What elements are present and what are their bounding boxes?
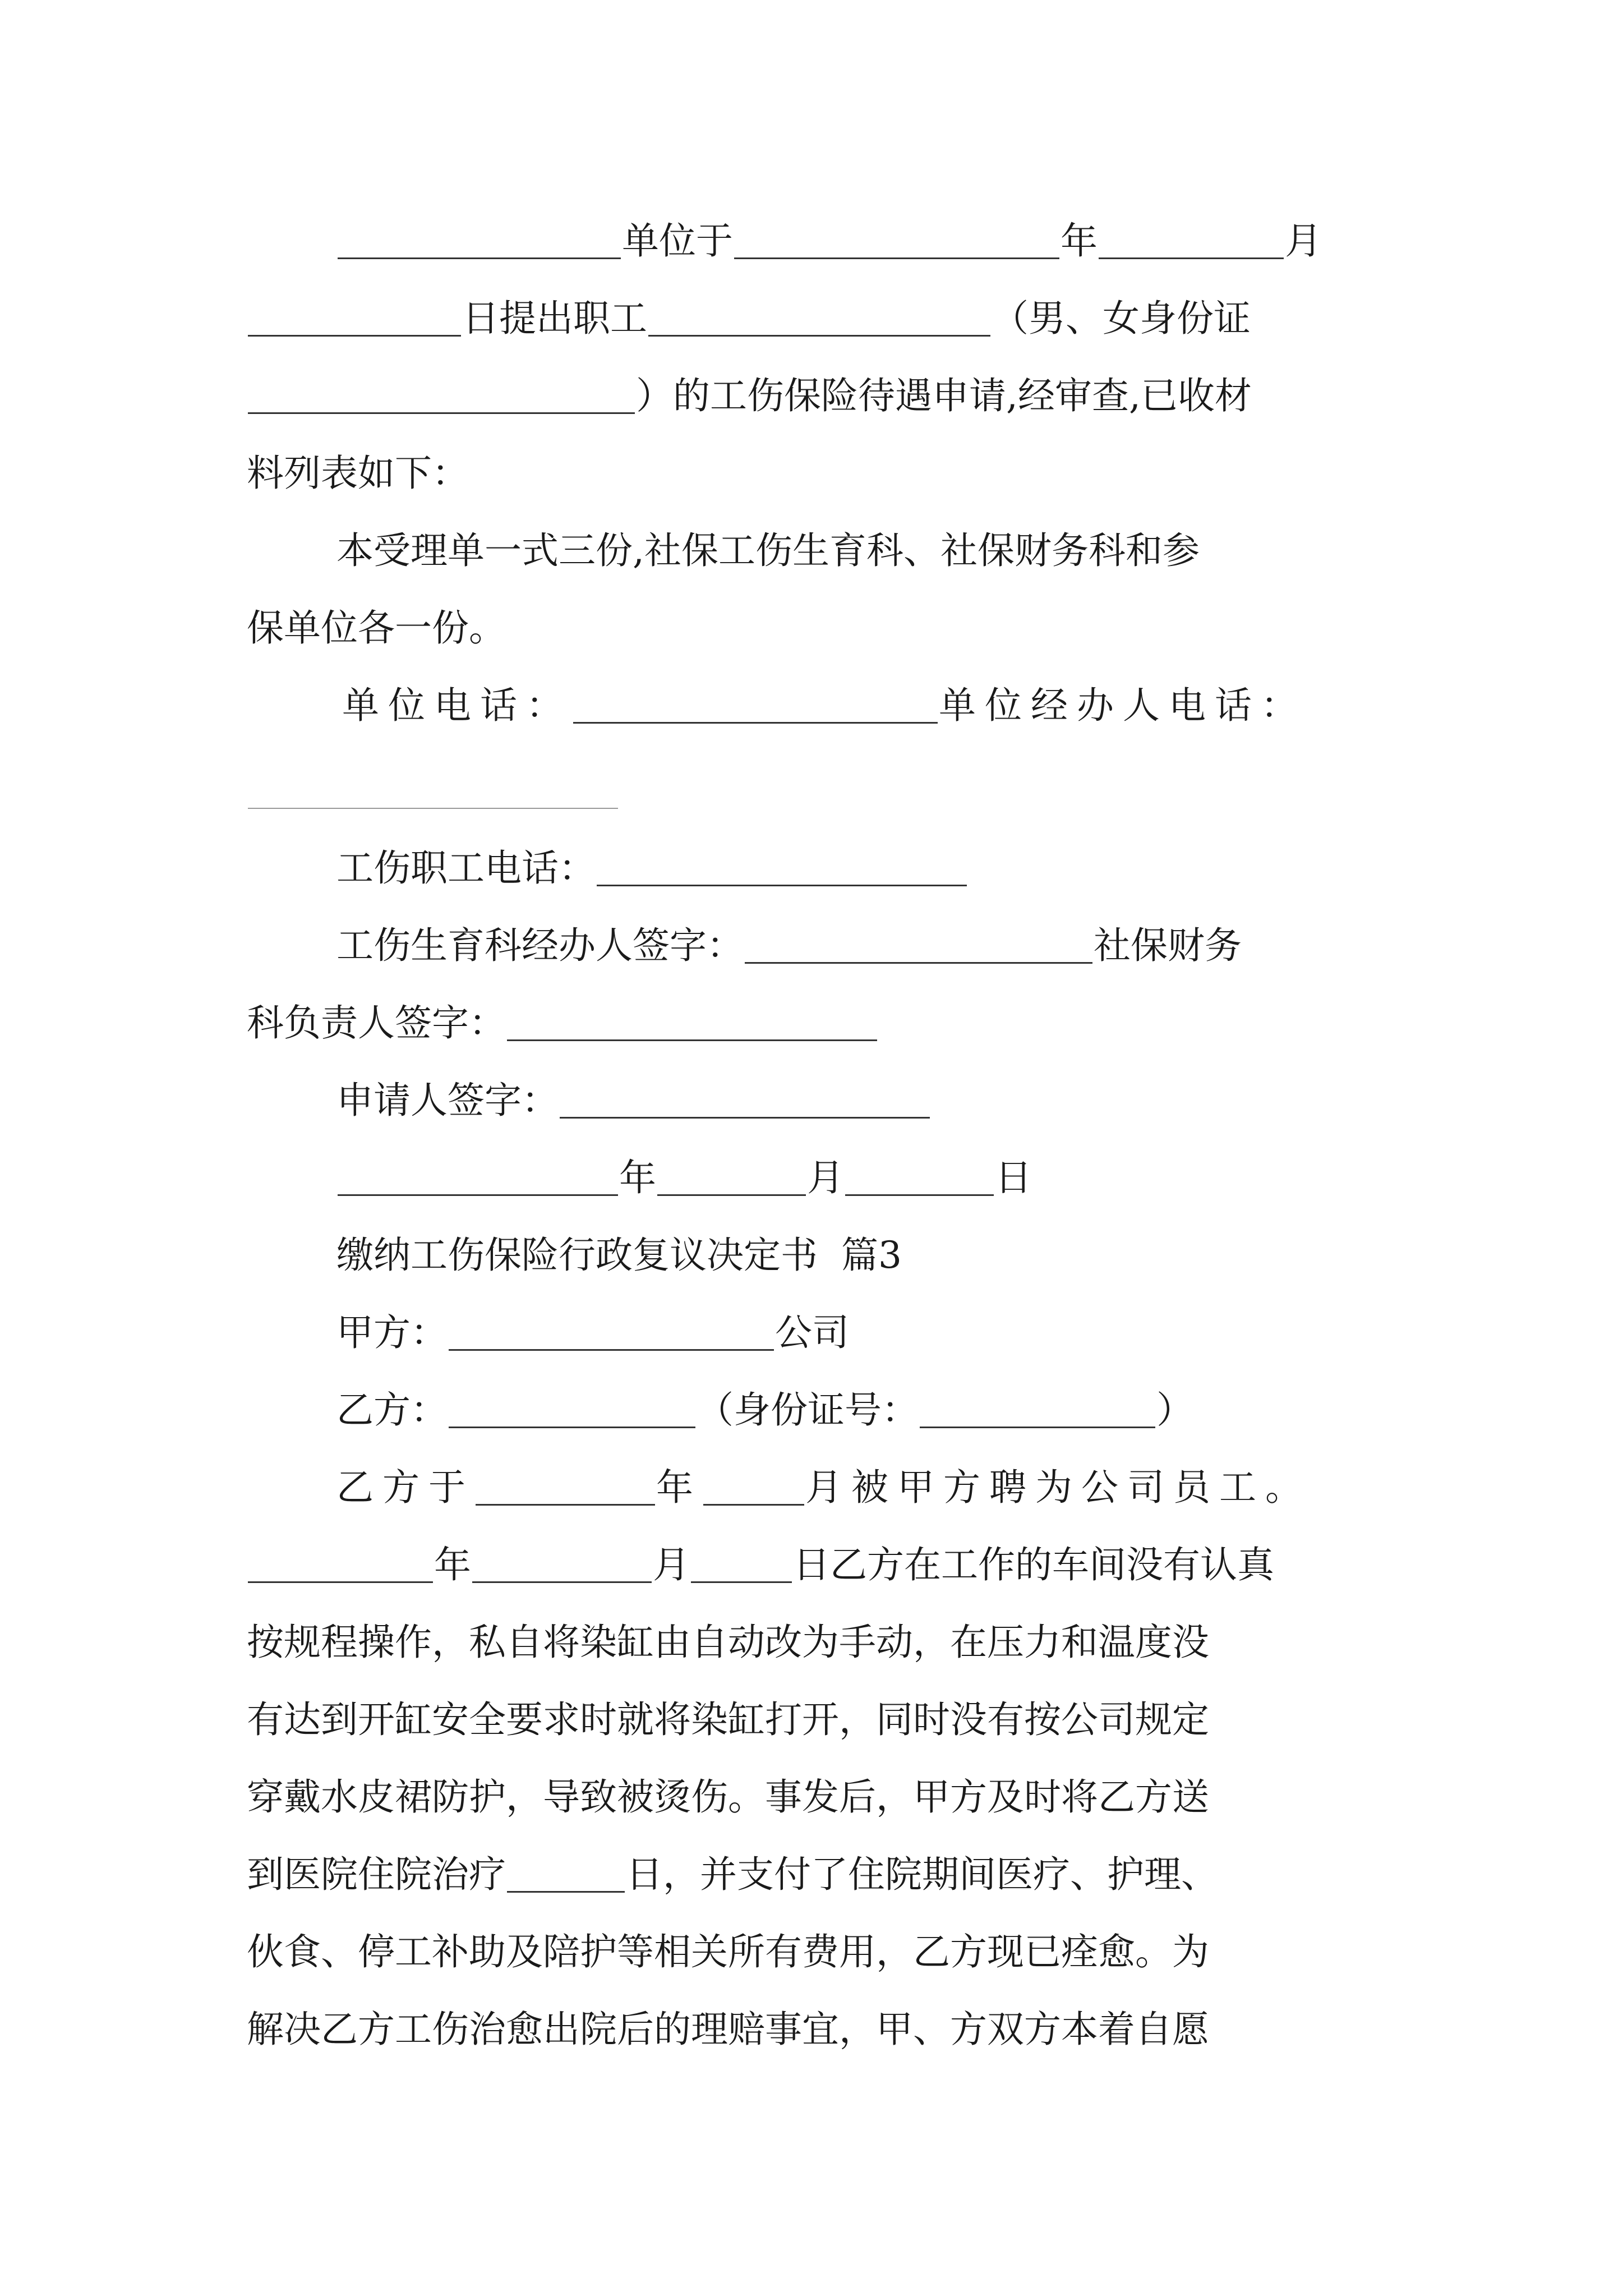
year-blank <box>734 216 1059 259</box>
label-worker-phone: 工伤职工电话： <box>336 846 596 890</box>
hire-year-blank <box>476 1462 655 1506</box>
text-incident-year: 年 <box>434 1543 471 1586</box>
text-hire-year: 年 <box>656 1466 702 1509</box>
text-unit-at: 单位于 <box>622 219 733 263</box>
paragraph-2-line-1 <box>247 517 1385 573</box>
incident-day-blank <box>691 1540 792 1583</box>
paragraph-1-line-1 <box>247 208 1385 264</box>
office-handler-line <box>247 912 1385 968</box>
incident-year-blank <box>248 1540 433 1583</box>
id-number-blank <box>248 371 635 414</box>
office-handler-sign-blank <box>745 921 1092 964</box>
worker-phone-line <box>247 835 1385 891</box>
month-blank <box>1099 216 1284 259</box>
label-party-b: 乙方： <box>336 1388 448 1432</box>
text-company: 公司 <box>775 1311 849 1354</box>
text-month: 月 <box>1285 219 1322 263</box>
party-b-id-blank <box>920 1385 1155 1428</box>
party-a-company-blank <box>449 1308 774 1351</box>
text-paid-expenses: 日，并支付了住院期间医疗、护理、 <box>626 1853 1218 1896</box>
paragraph-1-line-3 <box>247 362 1385 418</box>
text-incident-month: 月 <box>653 1543 690 1586</box>
paragraph-1-line-4 <box>247 440 1385 496</box>
text-date-month: 月 <box>807 1156 844 1199</box>
party-b-name-blank <box>449 1385 695 1428</box>
label-id-number: （身份证号： <box>697 1388 919 1432</box>
body-line-3 <box>247 1609 1385 1665</box>
text-incident-desc: 日乙方在工作的车间没有认真 <box>793 1543 1274 1586</box>
text-body-4: 有达到开缸安全要求时就将染缸打开，同时没有按公司规定 <box>247 1698 1209 1741</box>
paragraph-2-line-2 <box>247 595 1385 651</box>
text-hired: 月被甲方聘为公司员工。 <box>805 1466 1311 1509</box>
date-day-blank <box>845 1153 994 1196</box>
worker-name-blank <box>648 293 990 337</box>
applicant-line <box>247 1067 1385 1123</box>
body-line-7 <box>247 1918 1385 1975</box>
text-application-reviewed: ）的工伤保险待遇申请,经审查,已收材 <box>636 374 1252 417</box>
label-finance-head-b: 科负责人签字： <box>247 1001 506 1045</box>
date-year-blank <box>338 1153 618 1196</box>
body-line-2 <box>247 1531 1385 1588</box>
paragraph-1-line-2 <box>247 285 1385 341</box>
text-body-5: 穿戴水皮裙防护，导致被烫伤。事发后，甲方及时将乙方送 <box>247 1775 1209 1819</box>
handler-phone-blank-line <box>247 757 1385 813</box>
unit-phone-blank <box>573 680 938 724</box>
label-office-handler-sign: 工伤生育科经办人签字： <box>336 924 744 967</box>
party-a-line <box>247 1299 1385 1355</box>
party-b-line <box>247 1377 1385 1433</box>
label-unit-phone: 单位电话： <box>342 684 572 727</box>
body-line-6 <box>247 1841 1385 1897</box>
finance-head-line <box>247 990 1385 1046</box>
section-title: 缴纳工伤保险行政复议决定书 篇3 <box>336 1234 902 1277</box>
phones-line <box>247 672 1385 728</box>
day-blank <box>248 293 461 337</box>
text-body-3: 按规程操作，私自将染缸由自动改为手动，在压力和温度没 <box>247 1621 1209 1664</box>
text-three-copies: 本受理单一式三份,社保工伤生育科、社保财务科和参 <box>336 529 1200 572</box>
text-hospital-treatment: 到医院住院治疗 <box>247 1853 506 1896</box>
incident-month-blank <box>472 1540 652 1583</box>
text-year: 年 <box>1061 219 1098 263</box>
date-month-blank <box>657 1153 806 1196</box>
handler-phone-blank <box>248 766 618 809</box>
label-handler-phone: 单位经办人电话： <box>939 684 1307 727</box>
body-line-5 <box>247 1764 1385 1820</box>
date-line <box>247 1144 1385 1200</box>
worker-phone-blank <box>597 843 967 886</box>
label-finance-head-a: 社保财务 <box>1094 924 1242 967</box>
text-close-paren: ） <box>1156 1388 1193 1432</box>
text-party-b-at: 乙方于 <box>336 1466 474 1509</box>
label-applicant-sign: 申请人签字： <box>336 1079 559 1122</box>
text-one-each: 保单位各一份。 <box>247 606 506 650</box>
text-body-7: 伙食、停工补助及陪护等相关所有费用，乙方现已痊愈。为 <box>247 1930 1209 1973</box>
body-line-8 <box>247 1996 1385 2052</box>
body-line-4 <box>247 1686 1385 1742</box>
text-materials-list: 料列表如下： <box>247 452 469 495</box>
body-line-1 <box>247 1454 1385 1510</box>
hire-month-blank <box>703 1462 804 1506</box>
applicant-sign-blank <box>560 1075 930 1119</box>
text-submit-worker: 日提出职工 <box>462 297 647 340</box>
text-date-year: 年 <box>619 1156 656 1199</box>
section-title-line <box>247 1222 1385 1278</box>
finance-head-sign-blank <box>507 998 877 1041</box>
text-date-day: 日 <box>995 1156 1032 1199</box>
text-body-8: 解决乙方工伤治愈出院后的理赔事宜，甲、方双方本着自愿 <box>247 2008 1209 2051</box>
text-gender-id: （男、女身份证 <box>992 297 1251 340</box>
hospital-days-blank <box>507 1849 625 1893</box>
label-party-a: 甲方： <box>336 1311 448 1354</box>
unit-name-blank <box>338 216 621 259</box>
